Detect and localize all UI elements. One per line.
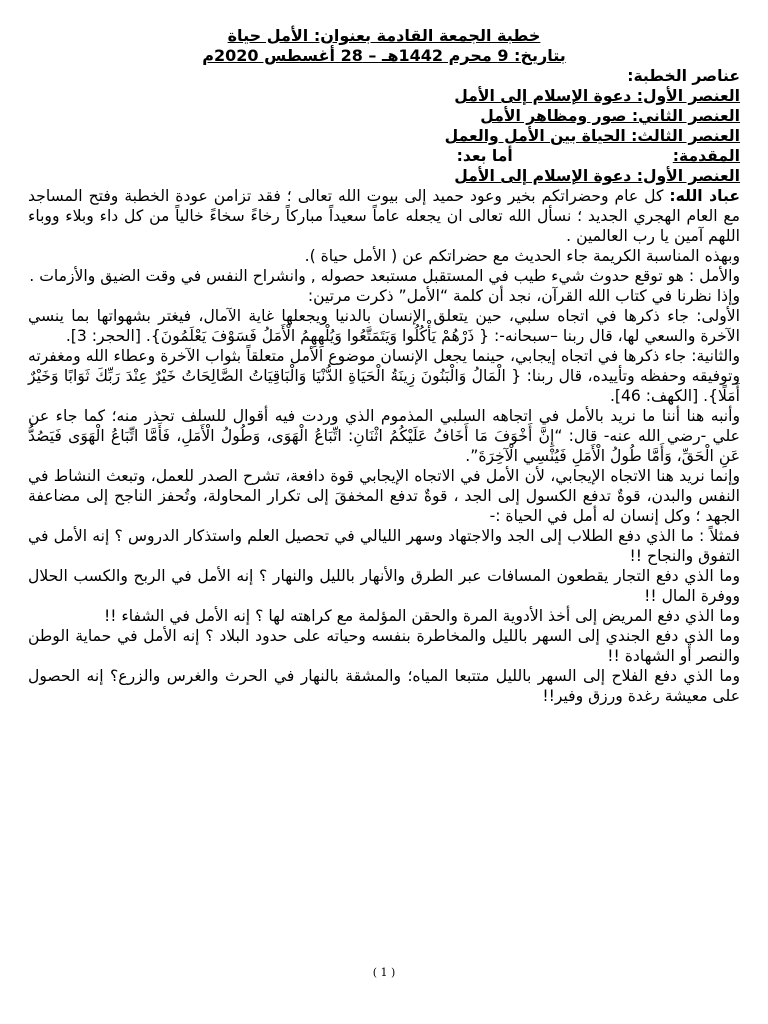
document-body bbox=[28, 26, 740, 706]
paragraph: والثانية: جاء ذكرها في اتجاه إيجابي، حينما يجعل الإنسان موضوع الأمل متعلقاً بثواب الآخرة وعطاء الله ومغفرته وتوفيقه وحفظه وتأييده، قال ربنا: { الْمَالُ وَالْبَنُونَ زِينَةُ الْحَيَاةِ الدُّنْيَا وَالْبَاقِيَاتُ الصَّالِحَاتُ خَيْرٌ عِنْدَ رَبِّكَ ثَوَابًا وَخَيْرٌ أَمَلًا}. [الكهف: 46]. bbox=[28, 347, 740, 405]
paragraph: وما الذي دفع المريض إلى أخذ الأدوية المرة والحقن المؤلمة مع كراهته لها ؟ إنه الأمل في الشفاء !! bbox=[103, 607, 740, 625]
outline-item-2: العنصر الثاني: صور ومظاهر الأمل bbox=[480, 107, 740, 125]
paragraph: وبهذه المناسبة الكريمة جاء الحديث مع حضراتكم عن ( الأمل حياة ). bbox=[304, 247, 740, 265]
outline-heading: عناصر الخطبة: bbox=[627, 67, 740, 85]
paragraph: وما الذي دفع التجار يقطعون المسافات عبر الطرق والأنهار بالليل والنهار ؟ إنه الأمل في الربح والكسب الحلال ووفرة المال !! bbox=[28, 567, 740, 605]
section-heading: العنصر الأول: دعوة الإسلام إلى الأمل bbox=[454, 167, 740, 185]
page-number: ( 1 ) bbox=[372, 966, 396, 979]
paragraph: وإذا نظرنا في كتاب الله القرآن، نجد أن كلمة “الأمل” ذكرت مرتين: bbox=[307, 287, 740, 305]
paragraph: وما الذي دفع الفلاح إلى السهر بالليل متتبعا المياه؛ والمشقة بالنهار في الحرث والغرس والزرع؟ إنه الحصول على معيشة رغدة ورزق وفير!! bbox=[28, 667, 740, 705]
sermon-title: خطبة الجمعة القادمة بعنوان: الأمل حياة bbox=[227, 26, 541, 45]
paragraph: الأولى: جاء ذكرها في اتجاه سلبي، حين يتعلق الإنسان بالدنيا ويجعلها غاية الآمال، فيغتر بشهواتها بما ينسي الآخرة والسعي لها، قال ربنا –سبحانه-: { ذَرْهُمْ يَأْكُلُوا وَيَتَمَتَّعُوا وَيُلْهِهِمُ الْأَمَلُ فَسَوْفَ يَعْلَمُونَ}. [الحجر: 3]. bbox=[28, 307, 740, 345]
opening-text: كل عام وحضراتكم بخير وعود حميد إلى بيوت الله تعالى ؛ فقد تزامن عودة الخطبة وفتح المساجد مع العام الهجري الجديد ؛ نسأل الله تعالى ان يجعله عاماً سعيداً مباركاً رخاءً سخاءً خالياً من كل داء وبلاء ووباء اللهم آمين يا رب العالمين . bbox=[28, 187, 740, 245]
outline-item-1: العنصر الأول: دعوة الإسلام إلى الأمل bbox=[454, 87, 740, 105]
intro-line bbox=[28, 146, 740, 166]
intro-after: أما بعد: bbox=[456, 147, 513, 165]
paragraph: وإنما نريد هنا الاتجاه الإيجابي، لأن الأمل في الاتجاه الإيجابي قوة دافعة، تشرح الصدر للعمل، وتبعث النشاط في النفس والبدن، قوةٌ تدفع الكسول إلى الجد ، قوةٌ تدفع المخفقَ إلى تكرار المحاولة، وتُحفز الناجح إلى مضاعفة الجهد ؛ وكل إنسان له أمل في الحياة :- bbox=[28, 467, 740, 525]
paragraph: وأنبه هنا أننا ما نريد بالأمل في اتجاهه السلبي المذموم الذي وردت فيه أقوال للسلف تحذر منه؛ كما جاء عن علي -رضي الله عنه- قال: “إِنَّ أَخْوَفَ مَا أَخَافُ عَلَيْكُمُ اثْنَانِ: اتِّبَاعُ الْهَوَى، وَطُولُ الْأَمَلِ، فَأَمَّا اتِّبَاعُ الْهَوَى فَيَصُدُّ عَنِ الْحَقِّ، وَأَمَّا طُولُ الْأَمَلِ فَيُنْسِي الْآخِرَةَ”. bbox=[28, 407, 740, 465]
sermon-date: بتاريخ: 9 محرم 1442هـ – 28 أغسطس 2020م bbox=[202, 46, 566, 65]
paragraph: فمثلاً : ما الذي دفع الطلاب إلى الجد والاجتهاد وسهر الليالي في تحصيل العلم واستذكار الدروس ؟ إنه الأمل في التفوق والنجاح !! bbox=[28, 527, 740, 565]
paragraph: والأمل : هو توقع حدوث شيء طيب في المستقبل مستبعد حصوله , وانشراح النفس في وقت الضيق والأزمات . bbox=[29, 267, 740, 285]
intro-label: المقدمة: bbox=[672, 147, 740, 165]
opening-paragraph bbox=[28, 186, 740, 246]
opening-lead: عباد الله: bbox=[669, 187, 740, 205]
outline-item-3: العنصر الثالث: الحياة بين الأمل والعمل bbox=[444, 127, 740, 145]
paragraph: وما الذي دفع الجندي إلى السهر بالليل والمخاطرة بنفسه وحياته على حدود البلاد ؟ إنه الأمل في حماية الوطن والنصر أو الشهادة !! bbox=[28, 627, 740, 665]
